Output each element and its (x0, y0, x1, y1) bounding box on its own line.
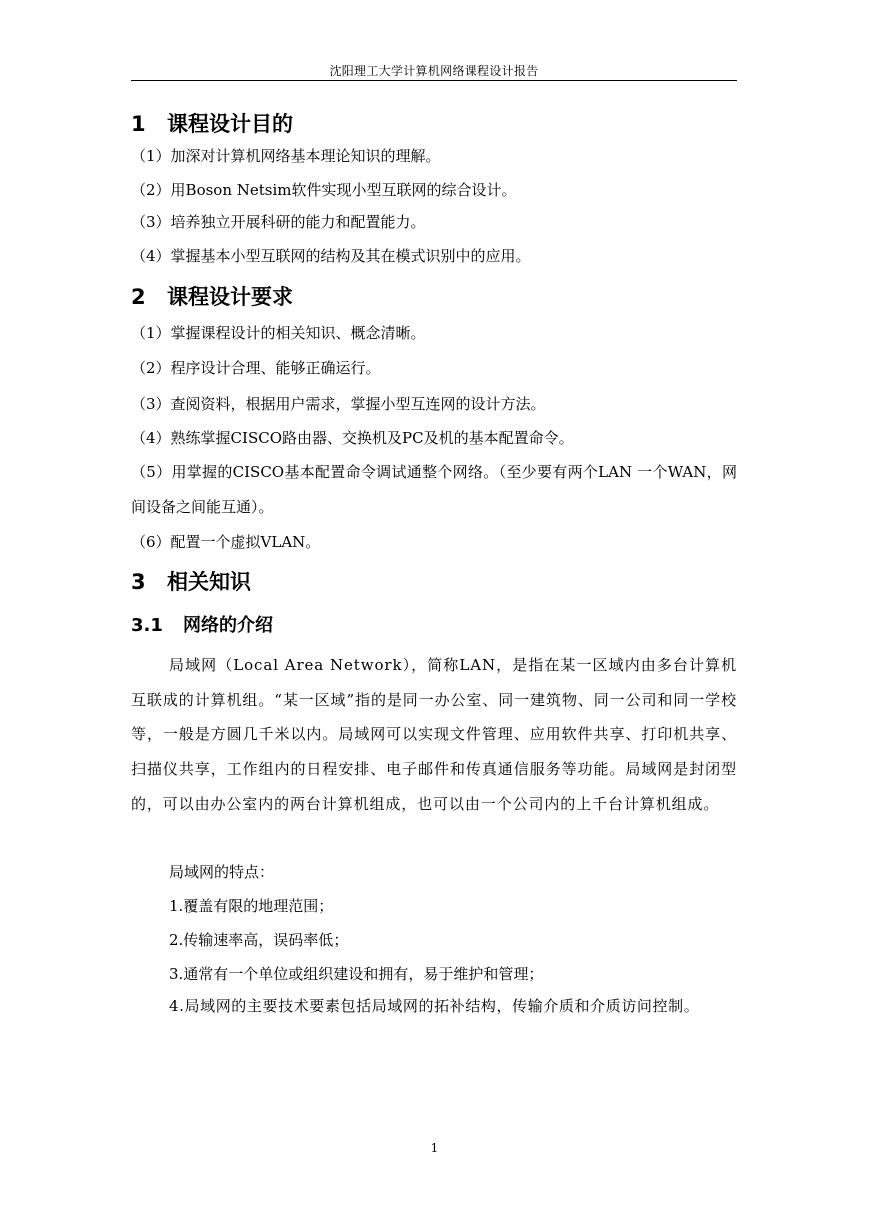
section-title: 课程设计目的 (167, 112, 293, 136)
feature-item: 4.局域网的主要技术要素包括局域网的拓补结构，传输介质和介质访问控制。 (169, 997, 700, 1015)
page-number: 1 (430, 1141, 439, 1155)
section-number: 2 (131, 285, 146, 309)
list-item: （6）配置一个虚拟VLAN。 (131, 533, 321, 551)
feature-item: 1.覆盖有限的地理范围； (169, 897, 334, 915)
section-number: 1 (131, 112, 146, 136)
section-3-heading (131, 569, 251, 595)
section-number: 3 (131, 570, 146, 594)
list-item: （3）培养独立开展科研的能力和配置能力。 (131, 213, 426, 231)
features-intro: 局域网的特点： (169, 863, 275, 881)
list-item: （2）程序设计合理、能够正确运行。 (131, 359, 381, 377)
list-item: （4）掌握基本小型互联网的结构及其在模式识别中的应用。 (131, 247, 531, 265)
feature-item: 3.通常有一个单位或组织建设和拥有，易于维护和管理； (169, 965, 544, 983)
section-2-heading (131, 284, 293, 310)
section-1-heading (131, 111, 293, 137)
subsection-3-1-heading (131, 614, 273, 638)
running-header: 沈阳理工大学计算机网络课程设计报告 (329, 64, 539, 78)
header-rule (131, 80, 737, 81)
list-item: （4）熟练掌握CISCO路由器、交换机及PC及机的基本配置命令。 (131, 429, 574, 447)
list-item: （2）用Boson Netsim软件实现小型互联网的综合设计。 (131, 181, 517, 199)
list-item: （3）查阅资料，根据用户需求，掌握小型互连网的设计方法。 (131, 395, 546, 413)
body-paragraph: 局域网（Local Area Network），简称LAN，是指在某一区域内由多台计算机互联成的计算机组。“某一区域”指的是同一办公室、同一建筑物、同一公司和同一学校等，一般是方圆几千米以内。局域网可以实现文件管理、应用软件共享、打印机共享、扫描仪共享，工作组内的日程安排、电子邮件和传真通信服务等功能。局域网是封闭型的，可以由办公室内的两台计算机组成，也可以由一个公司内的上千台计算机组成。 (131, 656, 737, 813)
list-item: （5）用掌握的CISCO基本配置命令调试通整个网络。（至少要有两个LAN 一个WAN，网间设备之间能互通）。 (131, 463, 737, 516)
subsection-title: 网络的介绍 (183, 615, 273, 636)
list-item: （1）加深对计算机网络基本理论知识的理解。 (131, 147, 441, 165)
section-title: 相关知识 (167, 570, 251, 594)
section-title: 课程设计要求 (167, 285, 293, 309)
list-item: （1）掌握课程设计的相关知识、概念清晰。 (131, 324, 426, 342)
feature-item: 2.传输速率高，误码率低； (169, 931, 349, 949)
subsection-number: 3.1 (131, 615, 163, 636)
